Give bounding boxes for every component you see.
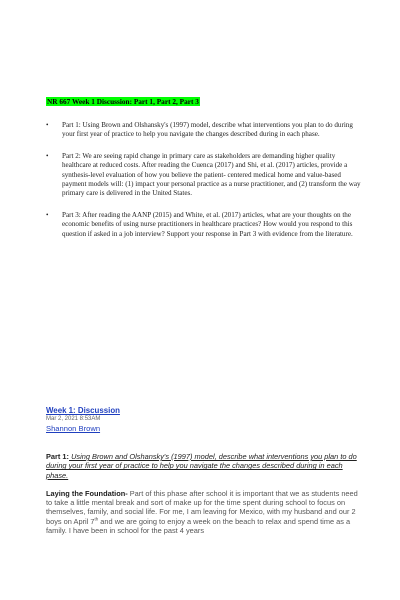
answer-paragraph	[46, 489, 364, 535]
answer-question	[46, 452, 364, 480]
post-body	[46, 452, 364, 535]
answer-part-label: Part 1:	[46, 452, 70, 461]
ordinal-suffix: th	[94, 516, 99, 522]
discussion-heading: NR 667 Week 1 Discussion: Part 1, Part 2, Part 3	[47, 97, 199, 106]
prompt-label: Part 3:	[62, 210, 81, 219]
bullet-icon: •	[46, 210, 49, 219]
post-title-link[interactable]: Week 1: Discussion	[46, 406, 120, 415]
post-author-link[interactable]: Shannon Brown	[46, 423, 101, 433]
post-header	[46, 406, 364, 433]
post-date: Mar 2, 2021 8:53AM	[46, 416, 101, 422]
prompt-part-1	[46, 121, 364, 140]
prompt-label: Part 2:	[62, 151, 81, 160]
phase-label: Laying the Foundation-	[46, 488, 128, 498]
prompt-label: Part 1:	[62, 121, 81, 129]
answer-part-question: Using Brown and Olshansky's (1997) model, describe what interventions you plan to do during your first year of practice to help you navigate the changes described during in each phase.	[46, 452, 357, 480]
prompt-text: After reading the AANP (2015) and White, et al. (2017) articles, what are your thoughts on the economic benefits of using nurse practitioners in healthcare practices? How would you respond to this question if asked in a job interview? Support your response in Part 3 with evidence from the literature.	[62, 210, 353, 238]
prompt-text: We are seeing rapid change in primary care as stakeholders are demanding higher quality healthcare at reduced costs. After reading the Cuenca (2017) and Shi, et al. (2017) articles, provide a synthesis-level evaluation of how you believe the patient- centered medical home and value-based payment models will: (1) impact your personal practice as a nurse practitioner, and (2) transform the way primary care is delivered in the United States.	[62, 151, 361, 198]
phase-text-part-2: and we are going to enjoy a week on the beach to relax and spend time as a family. I have been in school for the past 4 years	[46, 516, 351, 536]
discussion-prompts	[46, 121, 364, 239]
prompt-part-3	[46, 211, 364, 239]
phase-text-part-1: Part of this phase after school it is important that we as students need to take a little mental break and sort of make up for the time spent during school to focus on themselves, family, and social life. For me, I am leaving for Mexico, with my husband and our 2 boys on April 7	[46, 488, 358, 526]
bullet-icon: •	[46, 121, 49, 129]
bullet-icon: •	[46, 151, 49, 160]
prompt-text: Using Brown and Olshansky's (1997) model, describe what interventions you plan to do during your first year of practice to help you navigate the changes described during in each phase.	[62, 121, 353, 139]
prompt-part-2	[46, 152, 364, 199]
